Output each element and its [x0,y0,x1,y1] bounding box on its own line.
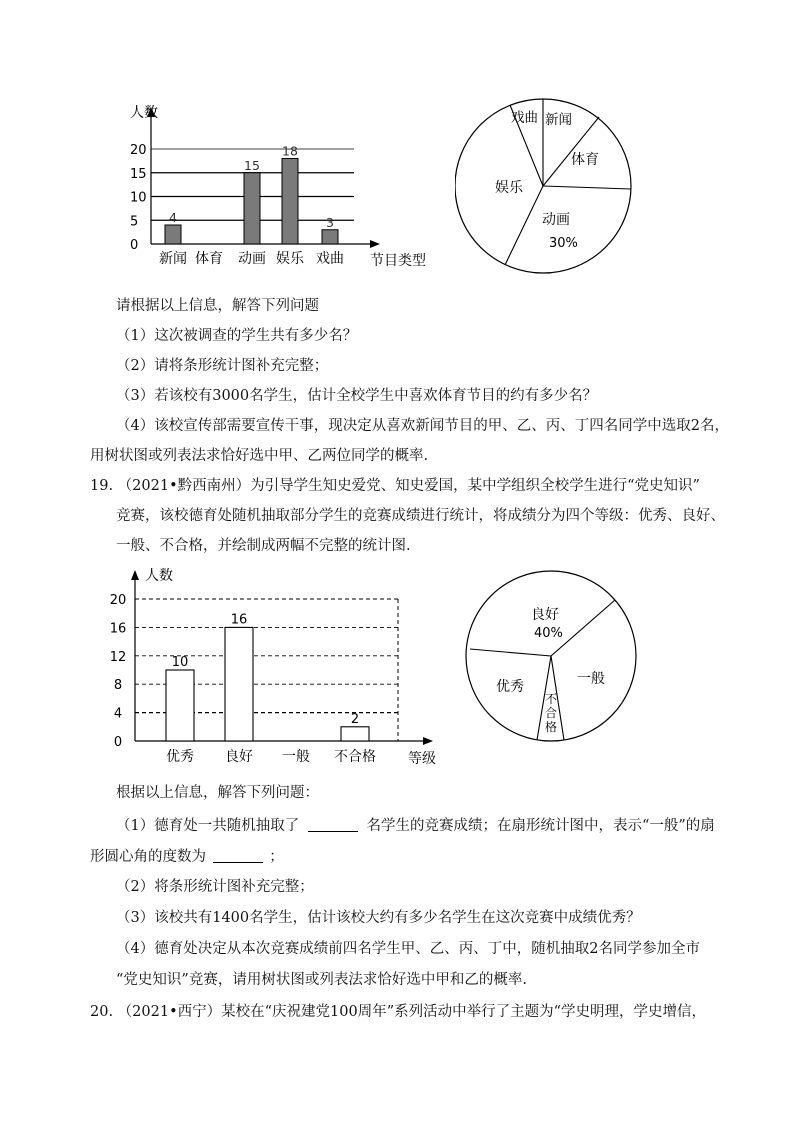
x-category-label: 新闻 [159,251,187,267]
q19-item-2: （2）将条形统计图补充完整； [116,879,314,895]
q18-item-3: （3）若该校有3000名学生，估计全校学生中喜欢体育节目的约有多少名？ [116,388,598,404]
q19-item-4: （4）德育处决定从本次竞赛成绩前四名学生甲、乙、丙、丁中，随机抽取2名同学参加全市 [116,941,700,957]
bar [165,225,181,244]
q19-intro: 根据以上信息，解答下列问题： [116,785,319,801]
q19-item-4-cont: “党史知识”竞赛，请用树状图或列表法求恰好选中甲和乙的概率. [116,972,527,988]
grade-pie-chart [465,570,645,745]
bar [282,159,298,245]
y-tick-label: 8 [113,678,123,694]
bar [225,627,253,741]
q18-intro: 请根据以上信息，解答下列问题 [116,298,319,314]
pie-label-yiban: 一般 [577,671,605,687]
grade-bar-chart [108,565,453,770]
x-category-label: 体育 [195,251,223,267]
x-category-label: 良好 [225,749,253,765]
bar-value-label: 18 [282,143,298,159]
pie-label-xinwen: 新闻 [545,112,572,128]
x-axis-label: 节目类型 [370,253,426,269]
x-category-label: 不合格 [334,749,376,765]
bar [244,173,260,244]
pie-label-lianghao-pct: 40% [534,626,563,641]
q20-header [90,1002,706,1022]
y-tick-label: 12 [109,649,127,665]
x-category-label: 优秀 [166,749,194,765]
y-tick-label: 16 [109,621,127,637]
program-bar-chart [130,95,440,275]
pie-label-buhege-char: 合 [544,706,558,720]
bar-value-label: 3 [326,214,334,230]
x-axis-arrow [423,737,433,745]
q19-item-3: （3）该校共有1400名学生，估计该校大约有多少名学生在这次竞赛中成绩优秀？ [116,910,641,926]
x-axis-label: 等级 [408,751,436,767]
q19-item-1-d: ； [269,849,284,865]
pie-label-xiqu: 戏曲 [511,110,538,126]
q20-number: 20. [90,1004,114,1020]
program-pie-chart [455,97,640,275]
bar [341,727,369,741]
q19-line-2: 竞赛，该校德育处随机抽取部分学生的竞赛成绩进行统计，将成绩分为四个等级：优秀、良好、 [116,508,725,524]
bar-value-label: 10 [171,655,189,670]
answer-blank-count [308,815,358,832]
x-axis-arrow [370,240,380,248]
q19-line-3: 一般、不合格，并绘制成两幅不完整的统计图. [116,538,411,554]
pie-label-tiyu: 体育 [571,152,599,168]
pie-label-buhege-char: 不 [544,692,558,706]
y-tick-label: 0 [113,735,123,750]
bar [322,230,338,244]
y-tick-label: 4 [113,706,123,722]
q19-item-1-b: 名学生的竞赛成绩；在扇形统计图中，表示“一般”的扇 [366,818,715,834]
q19-item-1-a: （1）德育处一共随机抽取了 [116,818,300,834]
y-tick-label: 15 [130,166,147,182]
answer-blank-angle [213,846,263,863]
x-category-label: 戏曲 [316,251,344,267]
q18-item-4: （4）该校宣传部需要宣传干事，现决定从喜欢新闻节目的甲、乙、丙、丁四名同学中选取2名， [116,418,729,434]
bar-value-label: 2 [350,711,360,727]
pie-label-youxiu: 优秀 [496,679,524,695]
y-axis-arrow [131,570,139,580]
q19-header [90,476,700,496]
y-tick-label: 20 [130,143,147,158]
x-category-label: 动画 [238,251,266,267]
bar-value-label: 15 [244,157,260,173]
x-category-label: 娱乐 [276,251,304,267]
y-tick-label: 10 [130,190,147,206]
q18-item-2: （2）请将条形统计图补充完整； [116,358,329,374]
y-tick-label: 5 [130,214,139,230]
y-axis-label: 人数 [130,105,158,121]
q18-item-4-cont: 用树状图或列表法求恰好选中甲、乙两位同学的概率. [90,448,429,464]
q19-line-1: （2021•黔西南州）为引导学生知史爱党、知史爱国，某中学组织全校学生进行“党史知识” [117,478,700,494]
q19-item-1 [116,815,715,836]
pie-label-buhege-vertical [545,692,557,734]
pie-label-buhege-char: 格 [544,720,558,734]
bar-value-label: 16 [230,612,248,628]
bar [166,670,194,741]
y-tick-label: 20 [109,593,127,608]
y-tick-label: 0 [130,238,139,253]
y-axis-label: 人数 [145,568,173,584]
x-category-label: 一般 [282,749,310,765]
pie-label-lianghao: 良好 [531,607,559,623]
q20-line-1: （2021•西宁）某校在“庆祝建党100周年”系列活动中举行了主题为“学史明理，学史增信， [117,1004,707,1020]
q19-number: 19. [90,478,114,494]
q19-item-1-cont [90,846,284,867]
q18-item-1: （1）这次被调查的学生共有多少名？ [116,328,358,344]
pie-label-donghua: 动画 [542,212,570,228]
q19-item-1-c: 形圆心角的度数为 [90,849,206,865]
pie-label-donghua-pct: 30% [549,236,578,251]
pie-label-yule: 娱乐 [495,180,523,196]
bar-value-label: 4 [169,210,177,225]
